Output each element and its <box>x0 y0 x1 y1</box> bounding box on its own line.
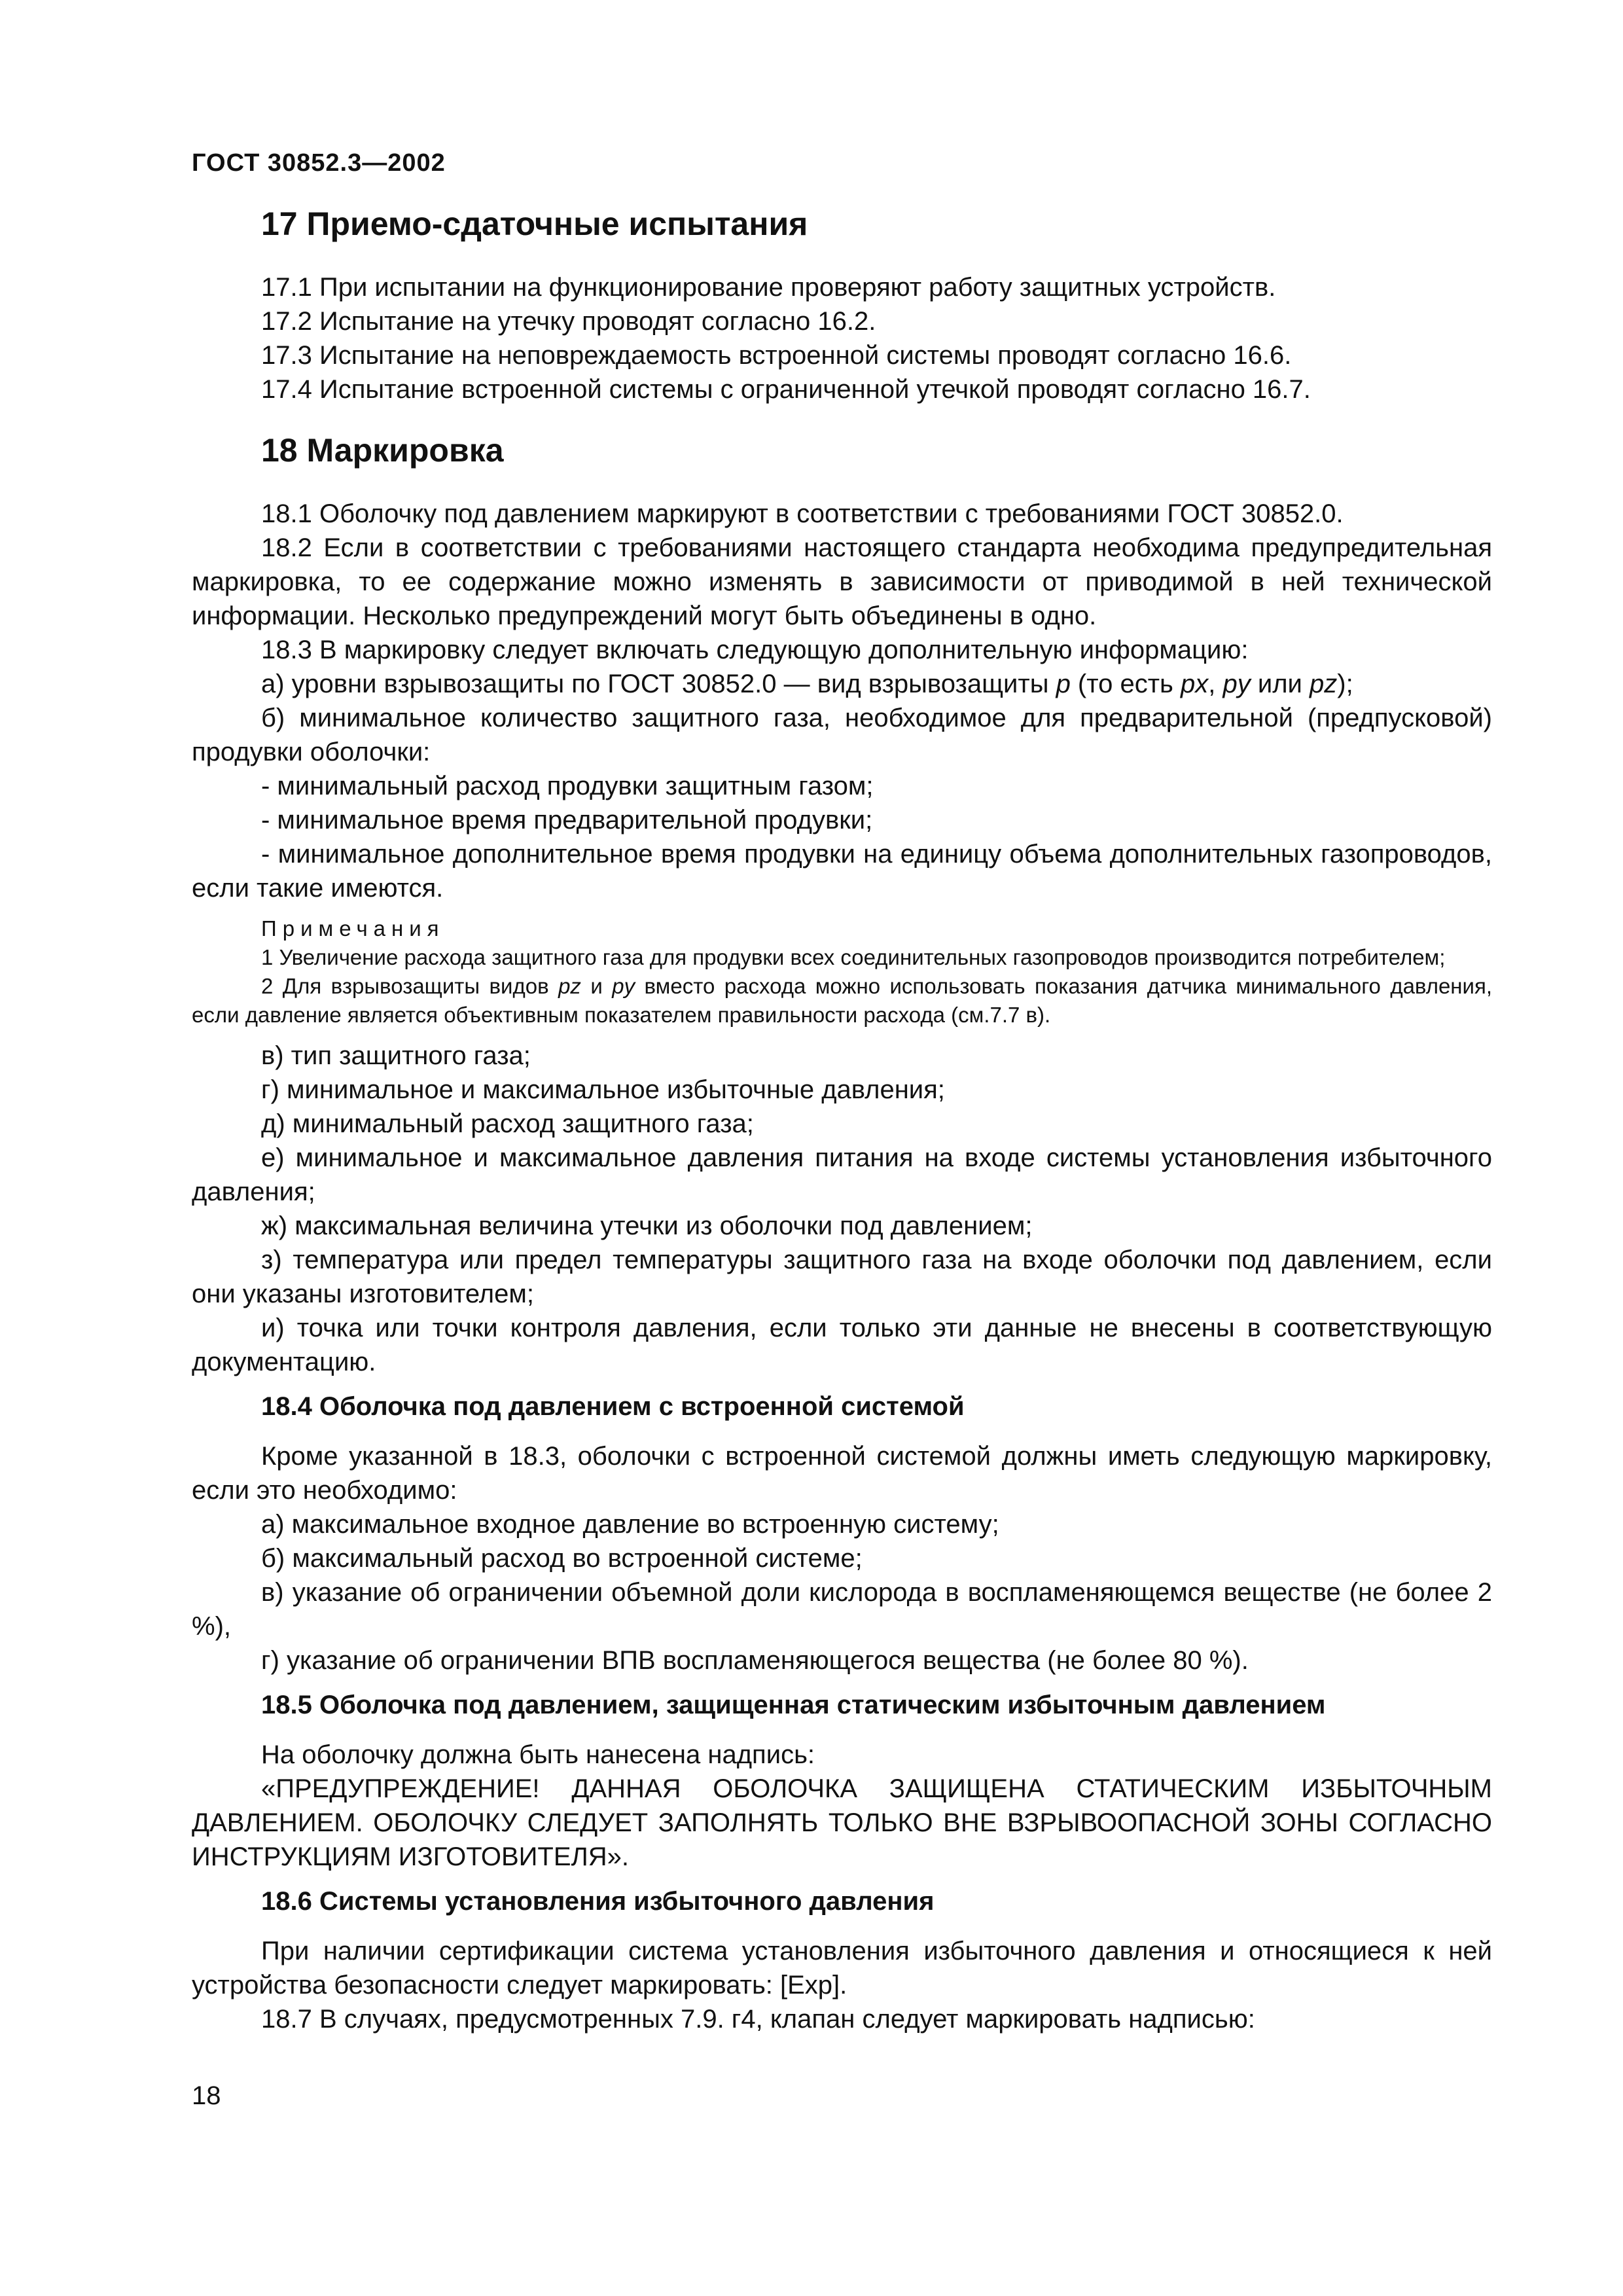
notes-block <box>192 914 1492 1030</box>
list-item-e: е) минимальное и максимальное давления питания на входе системы установления избыточного давления; <box>192 1143 1492 1206</box>
dash-item: - минимальное время предварительной продувки; <box>261 806 873 834</box>
list-item-g: г) минимальное и максимальное избыточные давления; <box>261 1075 945 1104</box>
list-item-b: б) минимальное количество защитного газа, необходимое для предварительной (предпусковой) продувки оболочки: <box>192 704 1492 766</box>
note-2: 2 Для взрывозащиты видов pz и py вместо расхода можно использовать показания датчика минимального давления, если давление является объективным показателем правильности расхода (см.7.7 в). <box>192 974 1492 1027</box>
paragraph-17-1: 17.1 При испытании на функционирование проверяют работу защитных устройств. <box>261 273 1276 302</box>
list-item-zh: ж) максимальная величина утечки из оболочки под давлением; <box>261 1211 1033 1240</box>
dash-item: - минимальный расход продувки защитным газом; <box>261 772 874 800</box>
list-item-z: з) температура или предел температуры защитного газа на входе оболочки под давлением, если они указаны изготовителем; <box>192 1246 1492 1308</box>
section-18-heading: 18 Маркировка <box>261 432 504 469</box>
list-item: б) максимальный расход во встроенной системе; <box>261 1544 863 1573</box>
paragraph-17-2: 17.2 Испытание на утечку проводят согласно 16.2. <box>261 307 876 336</box>
subsection-18-4-heading: 18.4 Оболочка под давлением с встроенной системой <box>261 1392 965 1421</box>
subsection-18-6-heading: 18.6 Системы установления избыточного давления <box>261 1887 935 1916</box>
paragraph-18-4-intro: Кроме указанной в 18.3, оболочки с встроенной системой должны иметь следующую маркировку, если это необходимо: <box>192 1442 1492 1505</box>
notes-title: Примечания <box>261 916 445 941</box>
list-item: г) указание об ограничении ВПВ воспламеняющегося вещества (не более 80 %). <box>261 1646 1249 1675</box>
warning-text: «ПРЕДУПРЕЖДЕНИЕ! ДАННАЯ ОБОЛОЧКА ЗАЩИЩЕНА СТАТИЧЕСКИМ ИЗБЫТОЧНЫМ ДАВЛЕНИЕМ. ОБОЛОЧКУ СЛЕДУЕТ ЗАПОЛНЯТЬ ТОЛЬКО ВНЕ ВЗРЫВООПАСНОЙ ЗОНЫ СОГЛАСНО ИНСТРУКЦИЯМ ИЗГОТОВИТЕЛЯ». <box>192 1774 1492 1871</box>
list-item-v: в) тип защитного газа; <box>261 1041 531 1070</box>
paragraph-18-5-intro: На оболочку должна быть нанесена надпись: <box>261 1740 815 1769</box>
page-content <box>192 200 1492 2036</box>
section-17-heading: 17 Приемо-сдаточные испытания <box>261 206 808 242</box>
document-code-header: ГОСТ 30852.3—2002 <box>192 149 446 177</box>
paragraph-18-7: 18.7 В случаях, предусмотренных 7.9. г4, клапан следует маркировать надписью: <box>261 2005 1255 2034</box>
page-number: 18 <box>192 2081 221 2110</box>
list-item: а) максимальное входное давление во встроенную систему; <box>261 1510 999 1539</box>
list-item-i: и) точка или точки контроля давления, если только эти данные не внесены в соответствующую документацию. <box>192 1314 1492 1376</box>
list-item-a: а) уровни взрывозащиты по ГОСТ 30852.0 — вид взрывозащиты p (то есть px, py или pz); <box>261 670 1353 698</box>
paragraph-18-2: 18.2 Если в соответствии с требованиями настоящего стандарта необходима предупредительная маркировка, то ее содержание можно изменять в зависимости от приводимой в ней технической информации. Несколько предупреждений могут быть объединены в одно. <box>192 533 1492 630</box>
paragraph-18-1: 18.1 Оболочку под давлением маркируют в соответствии с требованиями ГОСТ 30852.0. <box>261 499 1344 528</box>
paragraph-17-3: 17.3 Испытание на неповреждаемость встроенной системы проводят согласно 16.6. <box>261 341 1292 370</box>
note-1: 1 Увеличение расхода защитного газа для продувки всех соединительных газопроводов производится потребителем; <box>261 945 1446 969</box>
paragraph-17-4: 17.4 Испытание встроенной системы с ограниченной утечкой проводят согласно 16.7. <box>261 375 1311 404</box>
list-item: в) указание об ограничении объемной доли кислорода в воспламеняющемся веществе (не более 2 %), <box>192 1578 1492 1641</box>
dash-item: - минимальное дополнительное время продувки на единицу объема дополнительных газопроводов, если такие имеются. <box>192 840 1492 903</box>
paragraph-18-3: 18.3 В маркировку следует включать следующую дополнительную информацию: <box>261 636 1249 664</box>
subsection-18-5-heading: 18.5 Оболочка под давлением, защищенная статическим избыточным давлением <box>261 1691 1326 1719</box>
paragraph-18-6: При наличии сертификации система установления избыточного давления и относящиеся к ней устройства безопасности следует маркировать: [Exp]. <box>192 1937 1492 2000</box>
list-item-d: д) минимальный расход защитного газа; <box>261 1109 754 1138</box>
